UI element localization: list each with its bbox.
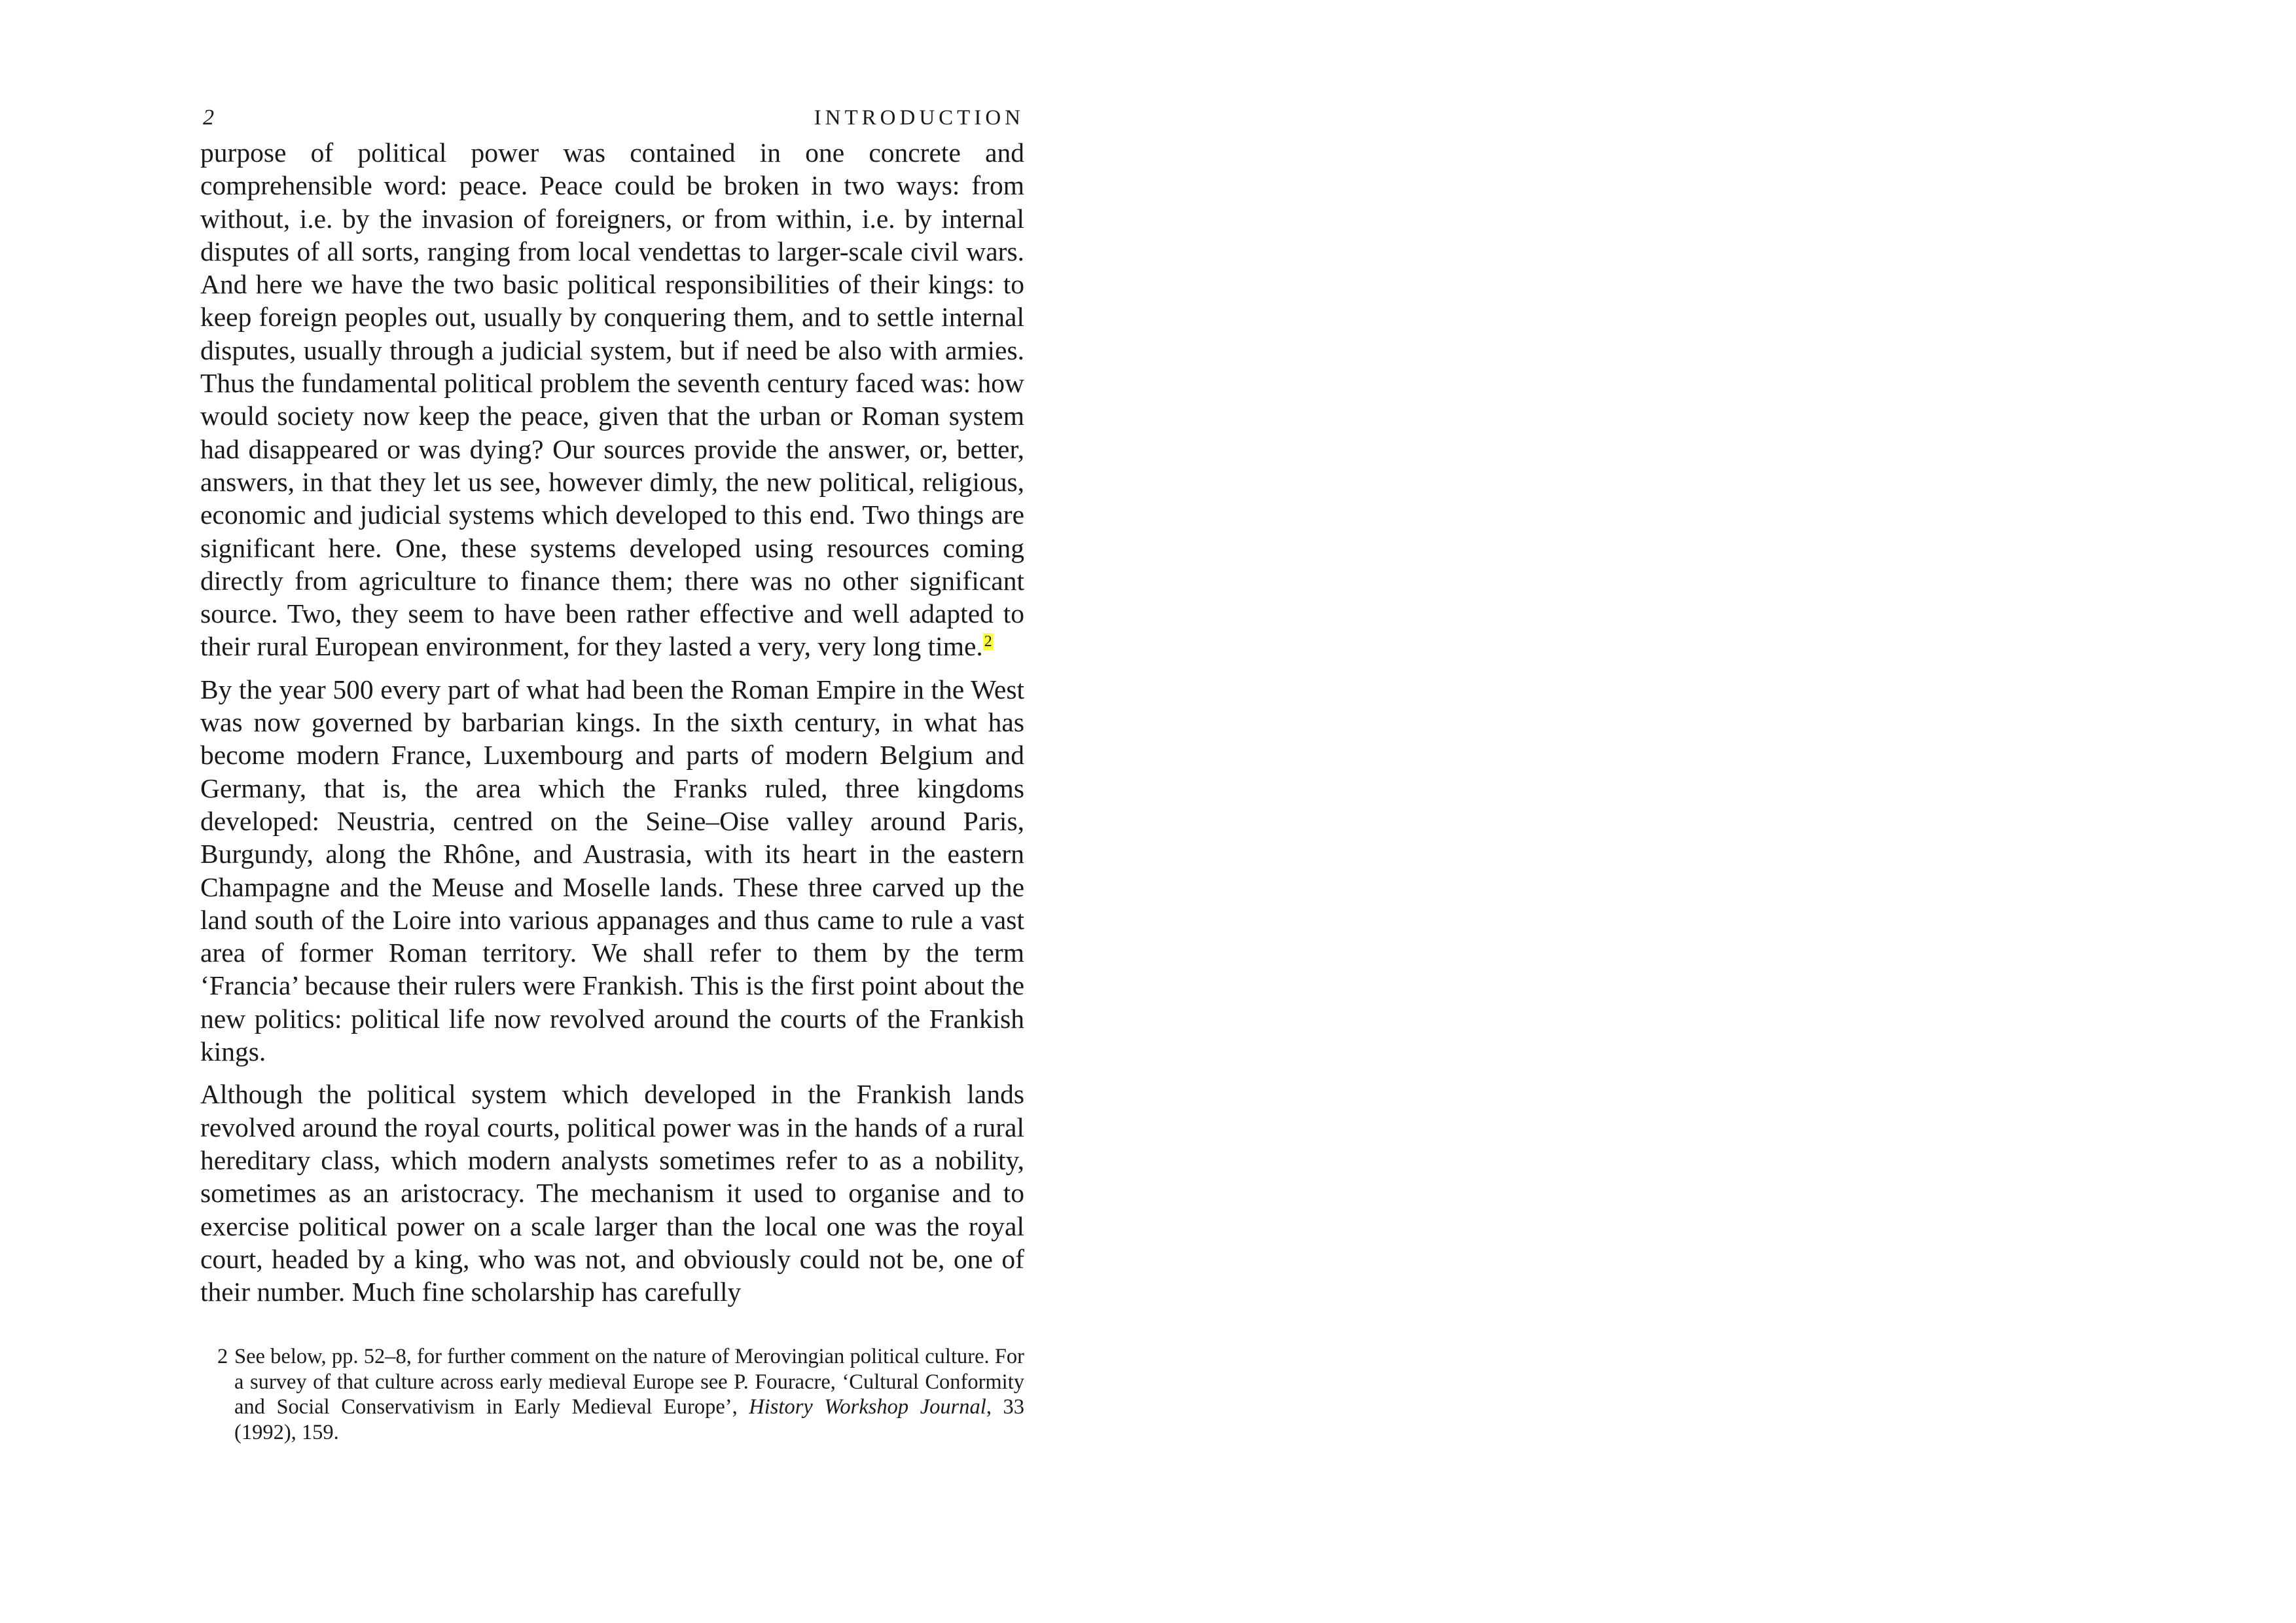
- paragraph-3: Although the political system which developed in the Frankish lands revolved around the royal courts, political power was in the hands of a rural hereditary class, which modern analysts sometimes refer to as a nobility, sometimes as an aristocracy. The mechanism it used to organise and to exercise political power on a scale larger than the local one was the royal court, headed by a king, who was not, and obviously could not be, one of their number. Much fine scholarship has carefully: [200, 1079, 1024, 1307]
- footnote-journal-title: History Workshop Journal: [749, 1395, 986, 1419]
- paragraph-2: By the year 500 every part of what had been the Roman Empire in the West was now governed by barbarian kings. In the sixth century, in what has become modern France, Luxembourg and parts of modern Belgium and Germany, that is, the area which the Franks ruled, three kingdoms developed: Neustria, centred on the Seine–Oise valley around Paris, Burgundy, along the Rhône, and Austrasia, with its heart in the eastern Champagne and the Meuse and Moselle lands. These three carved up the land south of the Loire into various appanages and thus came to rule a vast area of former Roman territory. We shall refer to them by the term ‘Francia’ because their rulers were Frankish. This is the first point about the new politics: political life now revolved around the courts of the Frankish kings.: [200, 674, 1024, 1067]
- running-head: [200, 98, 1024, 137]
- paragraph-1: [200, 136, 1024, 663]
- book-page: [200, 98, 1024, 1445]
- footnote-2: [217, 1344, 1024, 1445]
- page-number: 2: [203, 105, 214, 130]
- paragraph-1-text: purpose of political power was contained in one concrete and comprehensible word: peace. Peace could be broken in two ways: from without, i.e. by the invasion of foreigners, or from within, i.e. by internal disputes of all sorts, ranging from local vendettas to larger-scale civil wars. And here we have the two basic political responsibilities of their kings: to keep foreign peoples out, usually by conquering them, and to settle internal disputes, usually through a judicial system, but if need be also with armies. Thus the fundamental political problem the seventh century faced was: how would society now keep the peace, given that the urban or Roman system had disappeared or was dying? Our sources provide the answer, or, better, answers, in that they let us see, however dimly, the new political, religious, economic and judicial systems which developed to this end. Two things are significant here. One, these systems developed using resources coming directly from agriculture to finance them; there was no other significant source. Two, they seem to have been rather effective and well adapted to their rural European environment, for they lasted a very, very long time.: [200, 137, 1024, 662]
- footnote-text-after: , 33 (1992), 159.: [234, 1395, 1024, 1444]
- section-title: INTRODUCTION: [814, 106, 1024, 130]
- footnote-reference-2[interactable]: 2: [984, 632, 992, 650]
- footnote-number: 2: [217, 1345, 228, 1369]
- footnotes: [200, 1344, 1024, 1445]
- body-text: [200, 136, 1024, 1308]
- footnote-text-before: See below, pp. 52–8, for further comment on the nature of Merovingian political culture. For a survey of that culture across early medieval Europe see P. Fouracre, ‘Cultural Conformity and Social Conservativism in Early Medieval Europe’,: [234, 1345, 1024, 1419]
